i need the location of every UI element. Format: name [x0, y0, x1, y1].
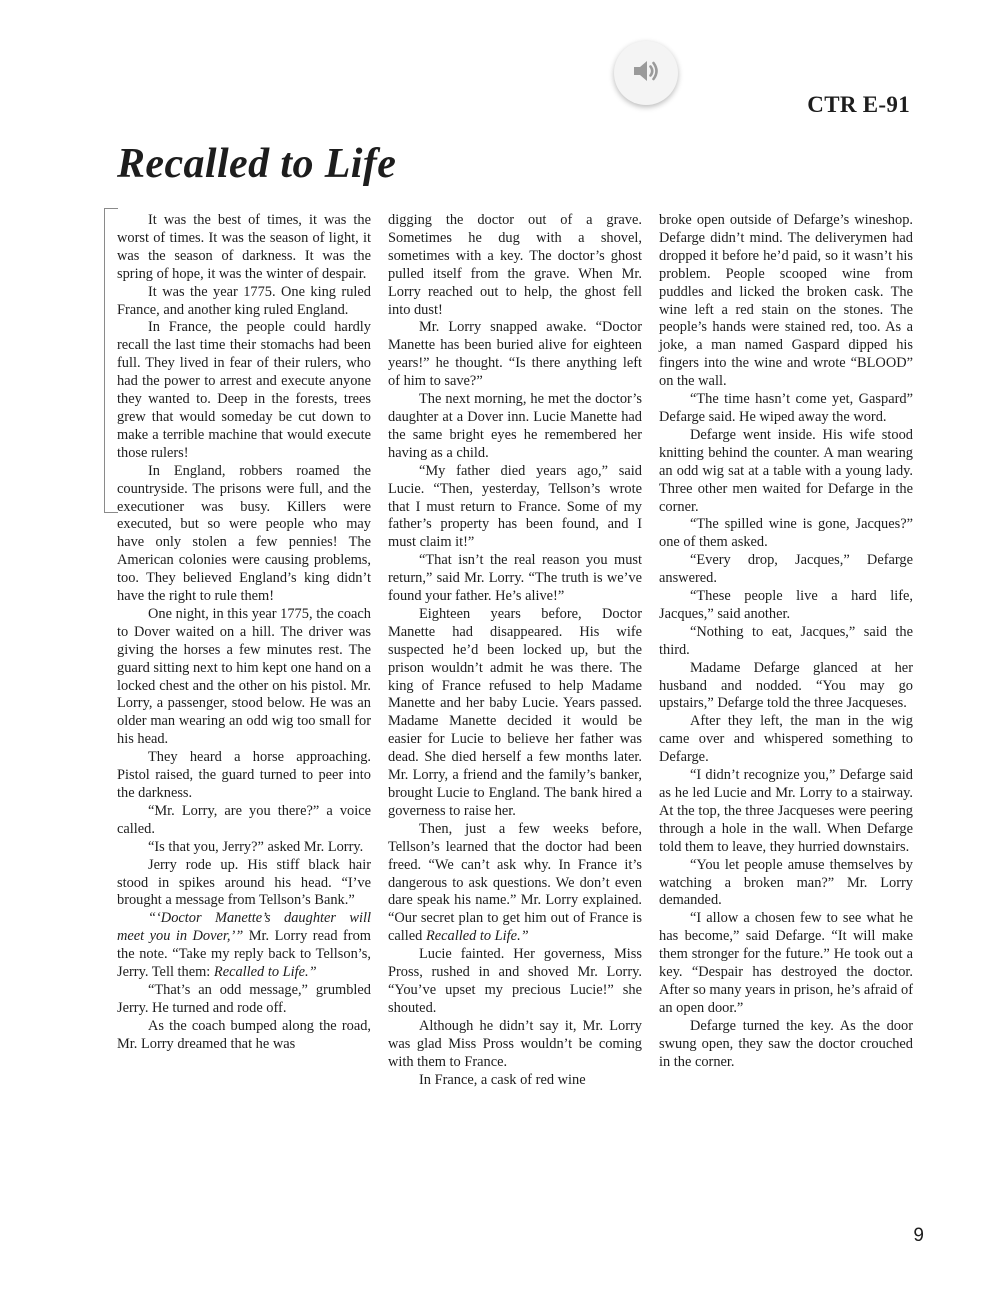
paragraph: Jerry rode up. His stiff black hair stood in spikes around his head. “I’ve brought a message from Tellson’s Bank.” — [117, 856, 371, 909]
paragraph: Lucie fainted. Her governess, Miss Pross, rushed in and shoved Mr. Lorry. “You’ve upset my precious Lucie!” she shouted. — [388, 946, 642, 1016]
italic-quote: “‘Doctor Manette’s daughter will meet you in Dover,’” — [117, 910, 371, 945]
speaker-icon — [631, 57, 661, 90]
paragraph: “I didn’t recognize you,” Defarge said as he led Lucie and Mr. Lorry to a stairway. At the top, the three Jacqueses were peering through a hole in the wall. When Defarge told them to leave, they hurried downstairs. — [659, 767, 913, 855]
paragraph: “Nothing to eat, Jacques,” said the third. — [659, 623, 913, 658]
paragraph: In England, robbers roamed the countryside. The prisons were full, and the executioner was busy. Killers were executed, but so were people who may have only stolen a few pennies! The American colonies were causing problems, too. They believed England’s king didn’t have the right to rule them! — [117, 462, 371, 605]
paragraph: It was the year 1775. One king ruled France, and another king ruled England. — [117, 283, 371, 318]
paragraph: “I allow a chosen few to see what he has become,” said Defarge. “It will make them stronger for the future.” He took out a key. “Despair has destroyed the doctor. After so many years in prison, he’s afraid of an open door.” — [659, 910, 913, 1016]
paragraph: “My father died years ago,” said Lucie. “Then, yesterday, Tellson’s wrote that I must return to France. Some of my father’s property has been found, and I must claim it!” — [388, 462, 642, 551]
paragraph: “That isn’t the real reason you must return,” said Mr. Lorry. “The truth is we’ve found your father. He’s alive!” — [388, 552, 642, 605]
paragraph: digging the doctor out of a grave. Sometimes he dug with a shovel, sometimes with a key. The doctor’s ghost pulled itself from the grave. When Mr. Lorry reached out to help, the ghost fell into dust! — [388, 212, 642, 318]
paragraph: Defarge turned the key. As the door swung open, they saw the doctor crouched in the corner. — [659, 1017, 913, 1070]
paragraph — [117, 910, 371, 982]
paragraph: One night, in this year 1775, the coach to Dover waited on a hill. The driver was giving the horses a few minutes rest. The guard sitting next to him kept one hand on a locked chest and the other on his pistol. Mr. Lorry, a passenger, stood below. He was an older man wearing an odd wig too small for his head. — [117, 605, 371, 748]
paragraph: Madame Defarge glanced at her husband and nodded. “You may go upstairs,” Defarge told the three Jacqueses. — [659, 659, 913, 712]
paragraph — [388, 821, 642, 946]
paragraph: In France, the people could hardly recall the last time their stomachs had been full. They lived in fear of their rulers, who had the power to arrest and execute anyone they wanted to. Deep in the forests, trees grew that would someday be cut down to make a terrible machine that would execute those rulers! — [117, 319, 371, 461]
paragraph: “That’s an odd message,” grumbled Jerry. He turned and rode off. — [117, 981, 371, 1016]
paragraph: Although he didn’t say it, Mr. Lorry was glad Miss Pross wouldn’t be coming with them to France. — [388, 1017, 642, 1070]
paragraph: In France, a cask of red wine — [419, 1071, 586, 1088]
text-column-3 — [659, 212, 913, 1072]
italic-quote: Recalled to Life.” — [213, 964, 317, 981]
paragraph: “You let people amuse themselves by watching a broken man?” Mr. Lorry demanded. — [659, 856, 913, 909]
document-code: CTR E-91 — [807, 92, 910, 117]
paragraph: Mr. Lorry snapped awake. “Doctor Manette has been buried alive for eighteen years!” he thought. “Is there anything left of him to save?” — [388, 319, 642, 390]
paragraph: As the coach bumped along the road, Mr. Lorry dreamed that he was — [117, 1017, 371, 1052]
paragraph-text: Mr. Lorry read from the note. “Take my reply back to Tellson’s, Jerry. Tell them: — [117, 928, 371, 981]
paragraph: “The spilled wine is gone, Jacques?” one of them asked. — [659, 516, 913, 551]
text-column-2 — [388, 212, 642, 1089]
paragraph-text: Then, just a few weeks before, Tellson’s learned that the doctor had been freed. “We can’t ask why. In France it’s dangerous to ask questions. We don’t even dare speak his name.” Mr. Lorry explained. “Our secret plan to get him out of France is called — [388, 820, 642, 945]
margin-bracket — [104, 208, 118, 513]
page-title: Recalled to Life — [117, 141, 397, 187]
paragraph: “Every drop, Jacques,” Defarge answered. — [659, 552, 913, 587]
paragraph: They heard a horse approaching. Pistol raised, the guard turned to peer into the darkness. — [117, 749, 371, 801]
paragraph: Eighteen years before, Doctor Manette had disappeared. His wife suspected he’d been locked up, but the prison wouldn’t admit he was there. The king of France refused to help Madame Manette and her baby Lucie. Years passed. Madame Manette decided it would be easier for Lucie to believe her father was dead. She died herself a few months later. Mr. Lorry, a friend and the family’s banker, brought Lucie to England. The bank hired a governess to raise her. — [388, 605, 642, 819]
paragraph: “Mr. Lorry, are you there?” a voice called. — [117, 802, 371, 837]
paragraph: broke open outside of Defarge’s wineshop. Defarge didn’t mind. The deliverymen had dropped it before he’d paid, so it wasn’t his problem. People scooped wine from puddles and licked the broken cask. The wine left a red stain on the stones. The people’s hands were stained red, too. As a joke, a man named Gaspard dipped his fingers into the wine and wrote “BLOOD” on the wall. — [659, 212, 913, 390]
paragraph: The next morning, he met the doctor’s daughter at a Dover inn. Lucie Manette had the same bright eyes he remembered her having as a child. — [388, 391, 642, 461]
italic-quote: Recalled to Life.” — [425, 928, 529, 945]
paragraph: “These people live a hard life, Jacques,” said another. — [659, 588, 913, 622]
paragraph: It was the best of times, it was the worst of times. It was the season of light, it was the season of darkness. It was the spring of hope, it was the winter of despair. — [117, 212, 371, 282]
paragraph: “Is that you, Jerry?” asked Mr. Lorry. — [148, 838, 364, 855]
paragraph: Defarge went inside. His wife stood knitting behind the counter. A man wearing an odd wig sat at a table with a young lady. Three other men waited for Defarge in the corner. — [659, 426, 913, 515]
page-number: 9 — [913, 1225, 924, 1246]
audio-play-button[interactable] — [614, 41, 678, 105]
paragraph: After they left, the man in the wig came over and whispered something to Defarge. — [659, 713, 913, 766]
text-column-1 — [117, 212, 371, 1054]
paragraph: “The time hasn’t come yet, Gaspard” Defarge said. He wiped away the word. — [659, 391, 913, 425]
